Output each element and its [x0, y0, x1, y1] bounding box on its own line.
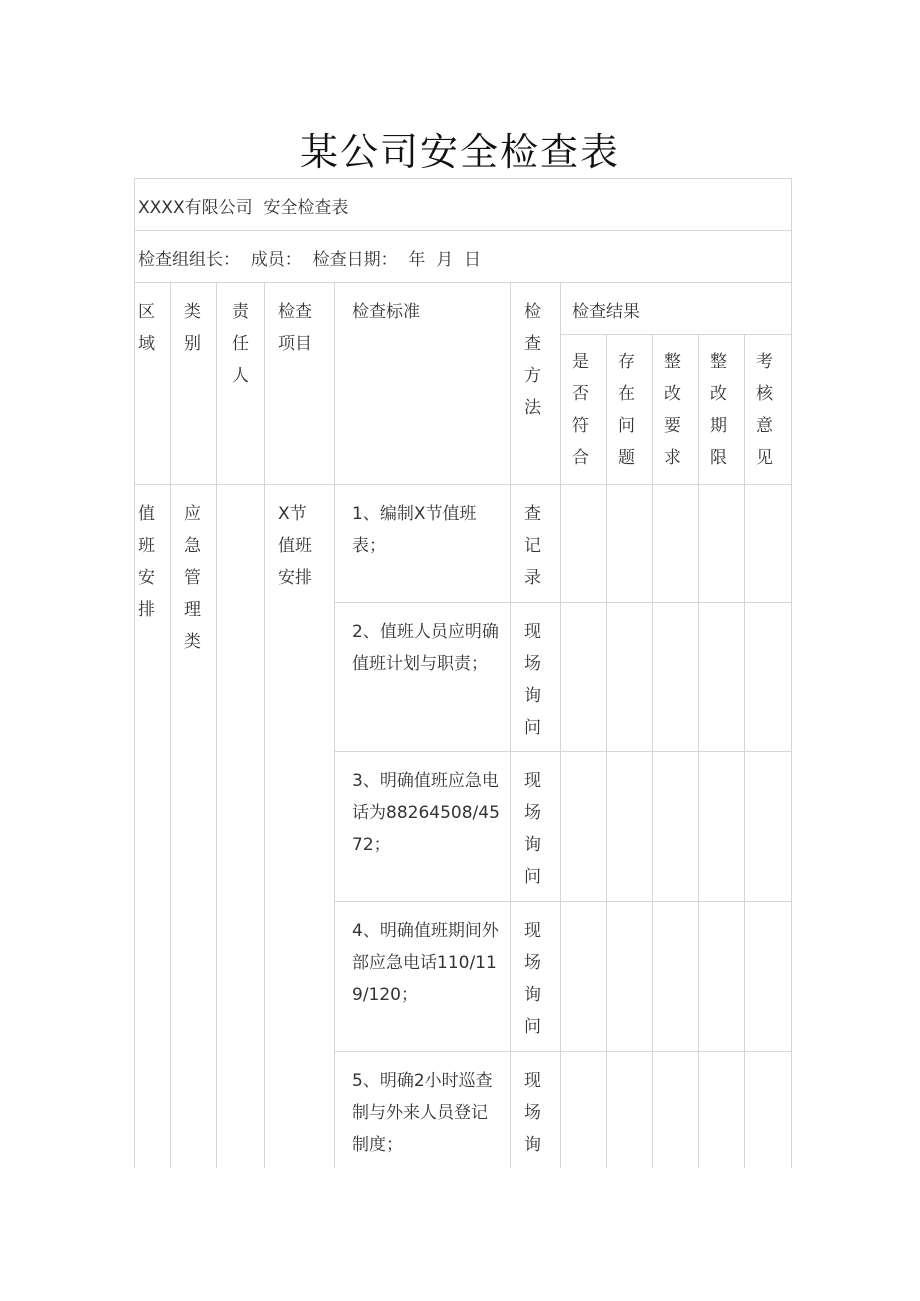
header-inspection-item: 检查 项目 [278, 302, 312, 354]
column-divider [744, 334, 745, 1168]
header-result-assessment: 考 核 意 见 [756, 352, 773, 468]
company-line: XXXX有限公司 安全检查表 [138, 198, 349, 218]
header-result-conformity: 是 否 符 合 [572, 352, 589, 468]
row-1-method: 查 记 录 [524, 504, 541, 588]
header-category: 类 别 [184, 302, 201, 354]
column-divider [170, 282, 171, 1168]
column-divider [652, 334, 653, 1168]
row-divider [334, 1051, 792, 1052]
column-divider [510, 282, 511, 1168]
inspection-info-line: 检查组组长： 成员： 检查日期： 年 月 日 [138, 250, 482, 270]
column-divider [264, 282, 265, 1168]
row-divider [560, 334, 792, 335]
column-divider [606, 334, 607, 1168]
safety-checklist-table [134, 178, 792, 1168]
column-divider [216, 282, 217, 1168]
document-title: 某公司安全检查表 [299, 130, 620, 174]
row-4-method: 现 场 询 问 [524, 921, 541, 1037]
group-category: 应 急 管 理 类 [184, 504, 201, 652]
row-divider [134, 230, 792, 231]
header-responsible: 责 任 人 [232, 302, 249, 386]
header-result-rectification-req: 整 改 要 求 [664, 352, 681, 468]
row-4-standard: 4、明确值班期间外部应急电话110/119/120； [352, 921, 499, 1005]
row-divider [334, 751, 792, 752]
row-divider [134, 282, 792, 283]
row-5-standard: 5、明确2小时巡查制与外来人员登记制度； [352, 1071, 493, 1155]
row-divider [134, 484, 792, 485]
group-inspection-item: X节 值班 安排 [278, 504, 312, 588]
header-area: 区 域 [138, 302, 155, 354]
table-border-left [134, 178, 135, 1168]
group-area: 值 班 安 排 [138, 504, 155, 620]
row-2-method: 现 场 询 问 [524, 622, 541, 738]
header-inspection-result: 检查结果 [572, 302, 640, 322]
table-border-top [134, 178, 792, 179]
row-2-standard: 2、值班人员应明确值班计划与职责； [352, 622, 499, 674]
row-5-method: 现 场 询 [524, 1071, 541, 1155]
row-divider [334, 602, 792, 603]
header-result-rectification-deadline: 整 改 期 限 [710, 352, 727, 468]
column-divider [560, 282, 561, 1168]
row-divider [334, 901, 792, 902]
row-3-method: 现 场 询 问 [524, 771, 541, 887]
row-3-standard: 3、明确值班应急电话为88264508/4572； [352, 771, 500, 855]
row-1-standard: 1、编制X节值班表； [352, 504, 477, 556]
header-result-problems: 存 在 问 题 [618, 352, 635, 468]
column-divider [698, 334, 699, 1168]
header-inspection-method: 检 查 方 法 [524, 302, 541, 418]
column-divider [334, 282, 335, 1168]
table-border-right [791, 178, 792, 1168]
header-inspection-standard: 检查标准 [352, 302, 420, 322]
